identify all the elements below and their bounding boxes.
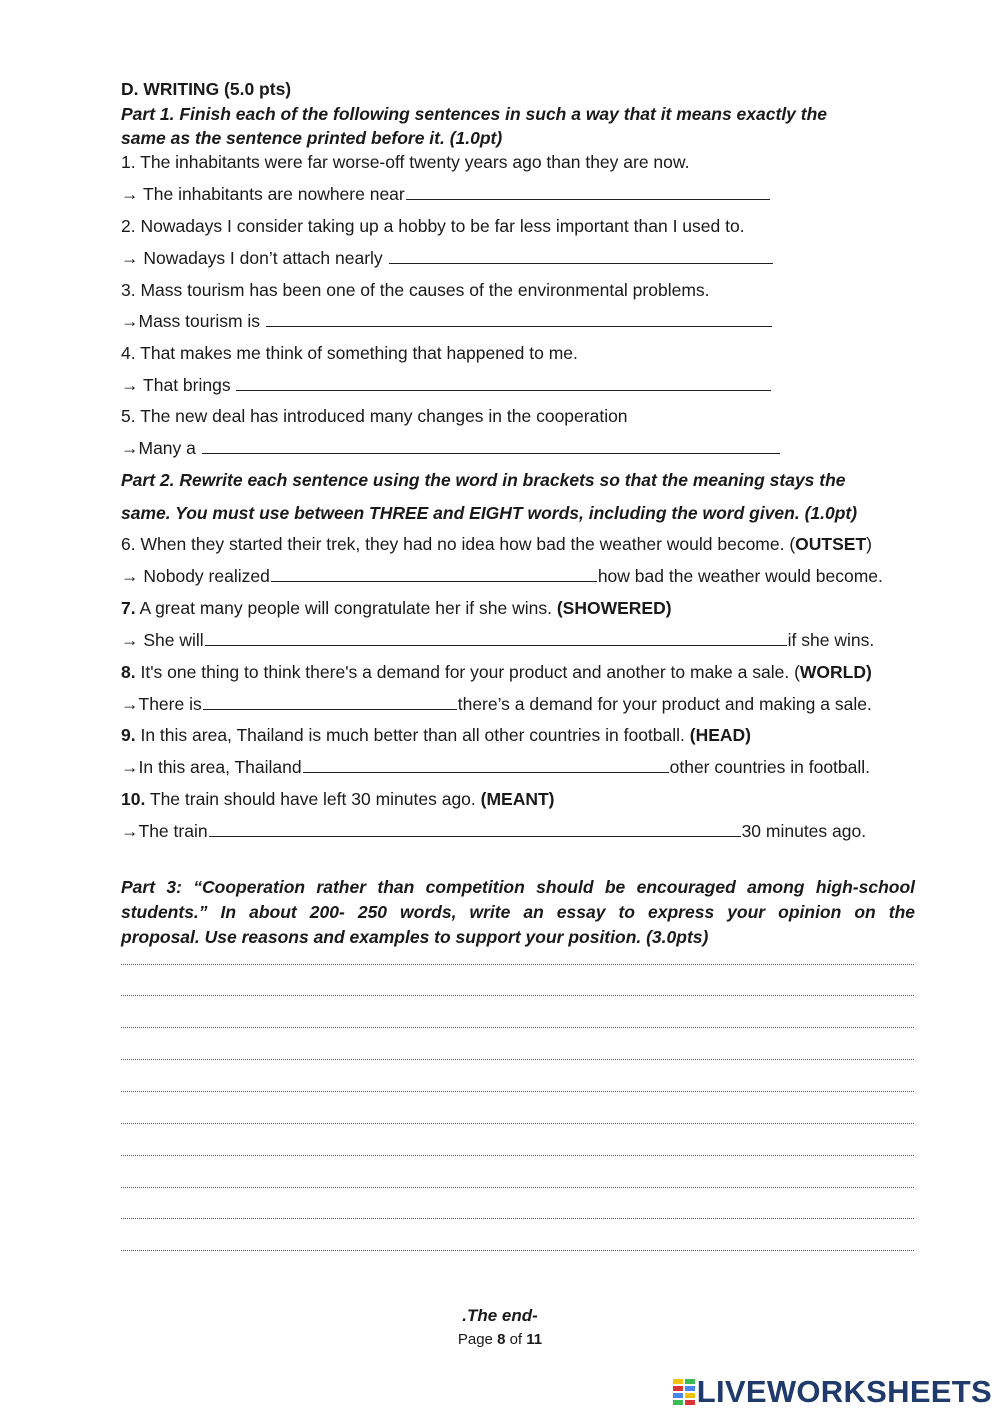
part1-sentence-4: 4. That makes me think of something that happened to me. — [121, 343, 578, 363]
part1-rewrite-4 — [121, 374, 772, 396]
page-prefix: Page — [457, 1331, 498, 1348]
item-number-8: 8. — [121, 662, 136, 682]
the-end-text: .The end- — [462, 1306, 538, 1325]
part3-prompt-line3: proposal. Use reasons and examples to support your position. (3.0pts) — [121, 927, 709, 947]
part2-instruction-line2: same. You must use between THREE and EIGHT words, including the word given. (1.0pt) — [121, 503, 858, 523]
answer-blank-7[interactable] — [205, 631, 787, 646]
part3-prompt-line1: Part 3: “Cooperation rather than competition should be encouraged among high-school — [121, 877, 915, 897]
part1-rewrite-3 — [121, 310, 773, 332]
sentence-text-10: The train should have left 30 minutes ago. — [145, 789, 481, 809]
part2-sentence-10 — [121, 788, 555, 810]
part1-prompt-1: → The inhabitants are nowhere near — [121, 184, 405, 204]
essay-line[interactable] — [121, 1155, 914, 1156]
part1-sentence-5: 5. The new deal has introduced many changes in the cooperation — [121, 406, 628, 426]
part2-tail-8: there’s a demand for your product and making a sale. — [457, 694, 872, 714]
part2-sentence-6 — [121, 533, 872, 555]
essay-line[interactable] — [121, 1250, 914, 1251]
sentence-text-8: It's one thing to think there's a demand for your product and another to make a sale. ( — [135, 662, 800, 682]
part2-tail-10: 30 minutes ago. — [741, 821, 867, 841]
liveworksheets-logo[interactable] — [673, 1374, 992, 1410]
essay-line[interactable] — [121, 964, 914, 965]
keyword-close-6: ) — [866, 534, 872, 554]
part1-sentence-2: 2. Nowadays I consider taking up a hobby to be far less important than I used to. — [121, 216, 745, 236]
answer-blank-10[interactable] — [209, 822, 741, 837]
answer-blank-1[interactable] — [406, 185, 770, 200]
part1-sentence-3: 3. Mass tourism has been one of the causes of the environmental problems. — [121, 280, 710, 300]
part2-prompt-7: → She will — [121, 630, 204, 650]
item-number-10: 10. — [121, 789, 146, 809]
liveworksheets-logo-icon — [673, 1379, 697, 1405]
answer-blank-3[interactable] — [266, 312, 772, 327]
answer-blank-4[interactable] — [236, 376, 771, 391]
part2-rewrite-10 — [121, 820, 866, 842]
keyword-6: OUTSET — [795, 534, 867, 554]
part1-prompt-4: → That brings — [121, 375, 231, 395]
essay-line[interactable] — [121, 1091, 914, 1092]
page-total: 11 — [526, 1331, 543, 1348]
part1-rewrite-5 — [121, 437, 781, 459]
part2-rewrite-7 — [121, 629, 874, 651]
item-number-7: 7. — [121, 598, 136, 618]
part1-instruction-line2: same as the sentence printed before it. (1.0pt) — [121, 128, 503, 148]
keyword-9: (HEAD) — [689, 725, 752, 745]
part2-sentence-9 — [121, 724, 751, 746]
essay-line[interactable] — [121, 1218, 914, 1219]
part1-sentence-1: 1. The inhabitants were far worse-off twenty years ago than they are now. — [121, 152, 690, 172]
part3-prompt-line2: students.” In about 200- 250 words, write an essay to express your opinion on the — [121, 902, 915, 922]
keyword-10: (MEANT) — [480, 789, 555, 809]
part2-sentence-7 — [121, 597, 672, 619]
answer-blank-2[interactable] — [389, 249, 773, 264]
part2-tail-7: if she wins. — [787, 630, 875, 650]
part1-rewrite-1 — [121, 183, 771, 205]
part1-prompt-2: → Nowadays I don’t attach nearly — [121, 248, 383, 268]
part2-prompt-10: →The train — [121, 821, 208, 841]
part2-prompt-8: →There is — [121, 694, 202, 714]
part2-rewrite-6 — [121, 565, 883, 587]
liveworksheets-logo-text: LIVEWORKSHEETS — [696, 1374, 992, 1409]
part1-rewrite-2 — [121, 247, 774, 269]
answer-blank-5[interactable] — [202, 439, 780, 454]
answer-blank-6[interactable] — [271, 567, 597, 582]
page-of: of — [505, 1331, 527, 1348]
part1-prompt-5: →Many a — [121, 438, 196, 458]
sentence-text-9: In this area, Thailand is much better than all other countries in football. — [135, 725, 690, 745]
essay-line[interactable] — [121, 1187, 914, 1188]
sentence-text-7: A great many people will congratulate her if she wins. — [135, 598, 557, 618]
item-number-6: 6. — [121, 534, 136, 554]
essay-line[interactable] — [121, 1027, 914, 1028]
keyword-7: (SHOWERED) — [556, 598, 672, 618]
essay-line[interactable] — [121, 1059, 914, 1060]
answer-blank-9[interactable] — [303, 758, 669, 773]
section-heading: D. WRITING (5.0 pts) — [121, 79, 292, 99]
part2-sentence-8 — [121, 661, 872, 683]
part2-rewrite-8 — [121, 693, 872, 715]
essay-line[interactable] — [121, 995, 914, 996]
part1-prompt-3: →Mass tourism is — [121, 311, 261, 331]
part2-rewrite-9 — [121, 756, 870, 778]
part1-instruction-line1: Part 1. Finish each of the following sentences in such a way that it means exactly the — [121, 104, 828, 124]
part2-instruction-line1: Part 2. Rewrite each sentence using the word in brackets so that the meaning stays the — [121, 470, 846, 490]
part2-tail-9: other countries in football. — [669, 757, 871, 777]
part2-prompt-9: →In this area, Thailand — [121, 757, 302, 777]
keyword-8: WORLD) — [799, 662, 872, 682]
sentence-text-6: When they started their trek, they had no idea how bad the weather would become. ( — [135, 534, 796, 554]
part2-prompt-6: → Nobody realized — [121, 566, 270, 586]
item-number-9: 9. — [121, 725, 136, 745]
part2-tail-6: how bad the weather would become. — [597, 566, 883, 586]
essay-line[interactable] — [121, 1123, 914, 1124]
answer-blank-8[interactable] — [203, 695, 457, 710]
page-current: 8 — [497, 1331, 506, 1348]
page-number — [0, 1331, 1000, 1348]
